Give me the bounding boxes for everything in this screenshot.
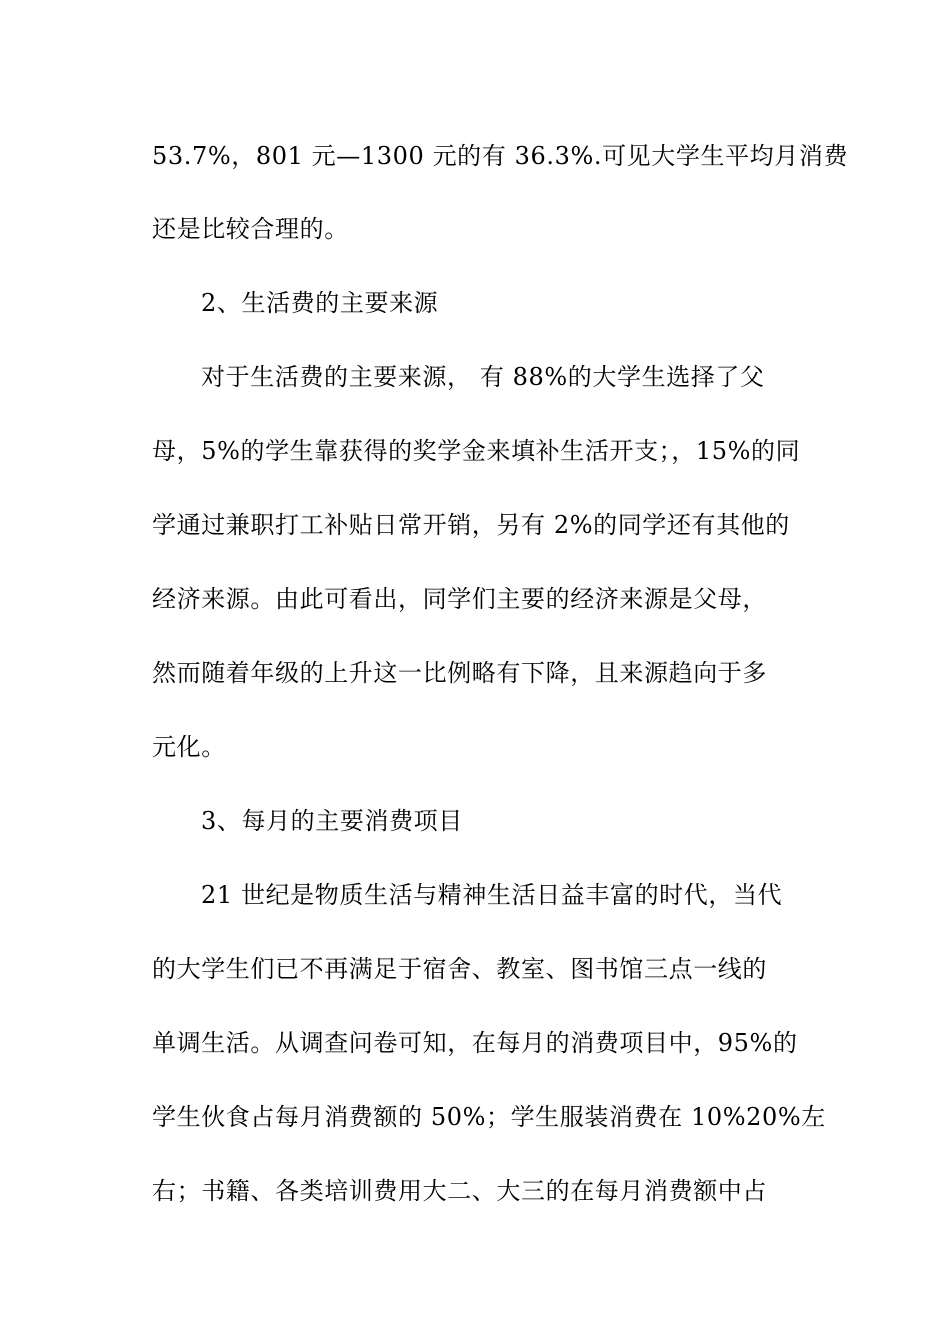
text-line-5: 母，5%的学生靠获得的奖学金来填补生活开支；，15%的同	[152, 437, 801, 465]
section-heading-2: 2、生活费的主要来源	[201, 289, 439, 317]
text-line-13: 单调生活。从调查问卷可知，在每月的消费项目中，95%的	[152, 1029, 798, 1057]
text-line-15: 右；书籍、各类培训费用大二、大三的在每月消费额中占	[152, 1177, 767, 1205]
text-line-7: 经济来源。由此可看出，同学们主要的经济来源是父母，	[152, 585, 767, 613]
text-line-4: 对于生活费的主要来源， 有 88%的大学生选择了父	[201, 363, 765, 391]
text-line-8: 然而随着年级的上升这一比例略有下降，且来源趋向于多	[152, 659, 767, 687]
text-line-1: 53.7%，801 元—1300 元的有 36.3%.可见大学生平均月消费	[152, 142, 849, 170]
text-line-14: 学生伙食占每月消费额的 50%；学生服装消费在 10%20%左	[152, 1103, 826, 1131]
section-heading-3: 3、每月的主要消费项目	[201, 807, 463, 835]
text-line-11: 21 世纪是物质生活与精神生活日益丰富的时代，当代	[201, 881, 783, 909]
text-line-2: 还是比较合理的。	[152, 215, 349, 243]
text-line-12: 的大学生们已不再满足于宿舍、教室、图书馆三点一线的	[152, 955, 767, 983]
text-line-9: 元化。	[152, 733, 226, 761]
text-line-6: 学通过兼职打工补贴日常开销，另有 2%的同学还有其他的	[152, 511, 790, 539]
